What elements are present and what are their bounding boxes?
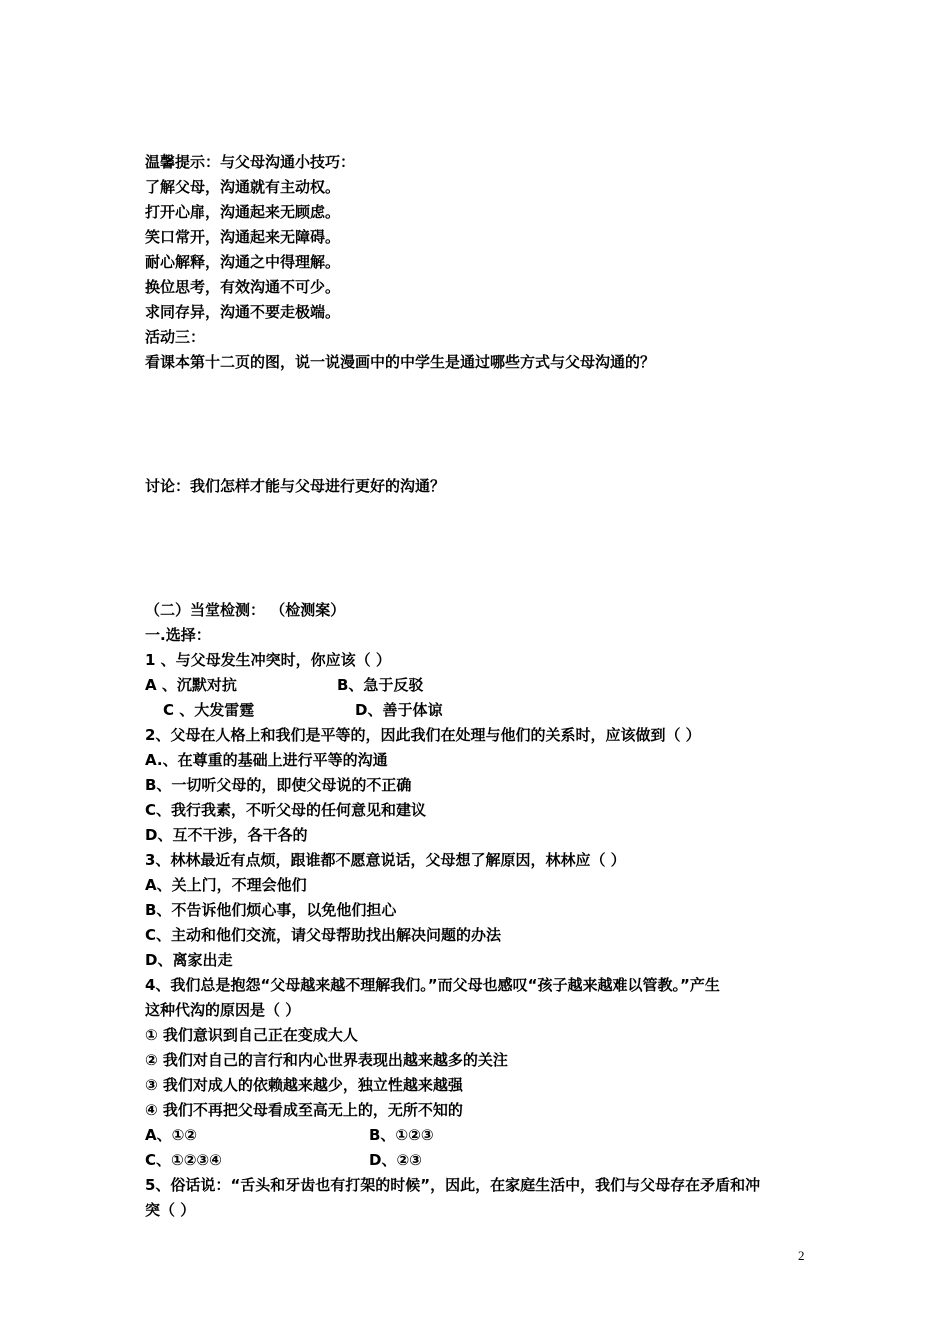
- question-1-option-a: A 、沉默对抗: [145, 676, 237, 694]
- question-2-option-d: D、互不干涉，各干各的: [145, 826, 308, 844]
- question-1-option-b: B、急于反驳: [337, 676, 424, 694]
- question-3-option-b: B、不告诉他们烦心事，以免他们担心: [145, 901, 397, 919]
- tip-item: 求同存异，沟通不要走极端。: [145, 303, 341, 321]
- question-4-statement: ① 我们意识到自己正在变成大人: [145, 1026, 358, 1044]
- tips-title: 温馨提示：与父母沟通小技巧：: [145, 153, 356, 171]
- activity3-title: 活动三：: [145, 328, 206, 346]
- question-3-stem: 3、林林最近有点烦，跟谁都不愿意说话，父母想了解原因，林林应（ ）: [145, 851, 626, 869]
- question-4-statement: ③ 我们对成人的依赖越来越少，独立性越来越强: [145, 1076, 463, 1094]
- question-4-stem-line2: 这种代沟的原因是（ ）: [145, 1001, 301, 1019]
- question-4-option-d: D、②③: [369, 1151, 422, 1169]
- question-5-stem-line1: 5、俗话说：“舌头和牙齿也有打架的时候”，因此，在家庭生活中，我们与父母存在矛盾和冲: [145, 1176, 761, 1194]
- question-4-statement: ② 我们对自己的言行和内心世界表现出越来越多的关注: [145, 1051, 508, 1069]
- page-number: 2: [798, 1248, 805, 1263]
- discussion-prompt: 讨论：我们怎样才能与父母进行更好的沟通？: [145, 477, 446, 495]
- question-4-stem-line1: 4、我们总是抱怨“父母越来越不理解我们。”而父母也感叹“孩子越来越难以管教。”产生: [145, 976, 720, 994]
- tip-item: 耐心解释，沟通之中得理解。: [145, 253, 341, 271]
- question-2-option-a: A.、在尊重的基础上进行平等的沟通: [145, 751, 388, 769]
- question-5-stem-line2: 突（ ）: [145, 1201, 196, 1219]
- question-3-option-c: C、主动和他们交流，请父母帮助找出解决问题的办法: [145, 926, 502, 944]
- question-1-stem: 1 、与父母发生冲突时，你应该（ ）: [145, 651, 391, 669]
- question-2-stem: 2、父母在人格上和我们是平等的，因此我们在处理与他们的关系时，应该做到（ ）: [145, 726, 701, 744]
- question-2-option-b: B、一切听父母的，即使父母说的不正确: [145, 776, 412, 794]
- question-4-option-a: A、①②: [145, 1126, 198, 1144]
- question-4-option-c: C、①②③④: [145, 1151, 222, 1169]
- question-3-option-d: D、离家出走: [145, 951, 233, 969]
- tip-item: 了解父母，沟通就有主动权。: [145, 178, 341, 196]
- tip-item: 打开心扉，沟通起来无顾虑。: [145, 203, 341, 221]
- question-4-statement: ④ 我们不再把父母看成至高无上的，无所不知的: [145, 1101, 463, 1119]
- question-1-option-c: C 、大发雷霆: [163, 701, 255, 719]
- question-1-option-d: D、善于体谅: [355, 701, 443, 719]
- test-part-title: 一.选择：: [145, 626, 211, 644]
- tip-item: 笑口常开，沟通起来无障碍。: [145, 228, 341, 246]
- test-section-title: （二）当堂检测： （检测案）: [145, 601, 346, 619]
- activity3-prompt: 看课本第十二页的图，说一说漫画中的中学生是通过哪些方式与父母沟通的？: [145, 353, 656, 371]
- question-2-option-c: C、我行我素，不听父母的任何意见和建议: [145, 801, 427, 819]
- tip-item: 换位思考，有效沟通不可少。: [145, 278, 341, 296]
- question-3-option-a: A、关上门，不理会他们: [145, 876, 307, 894]
- question-4-option-b: B、①②③: [369, 1126, 434, 1144]
